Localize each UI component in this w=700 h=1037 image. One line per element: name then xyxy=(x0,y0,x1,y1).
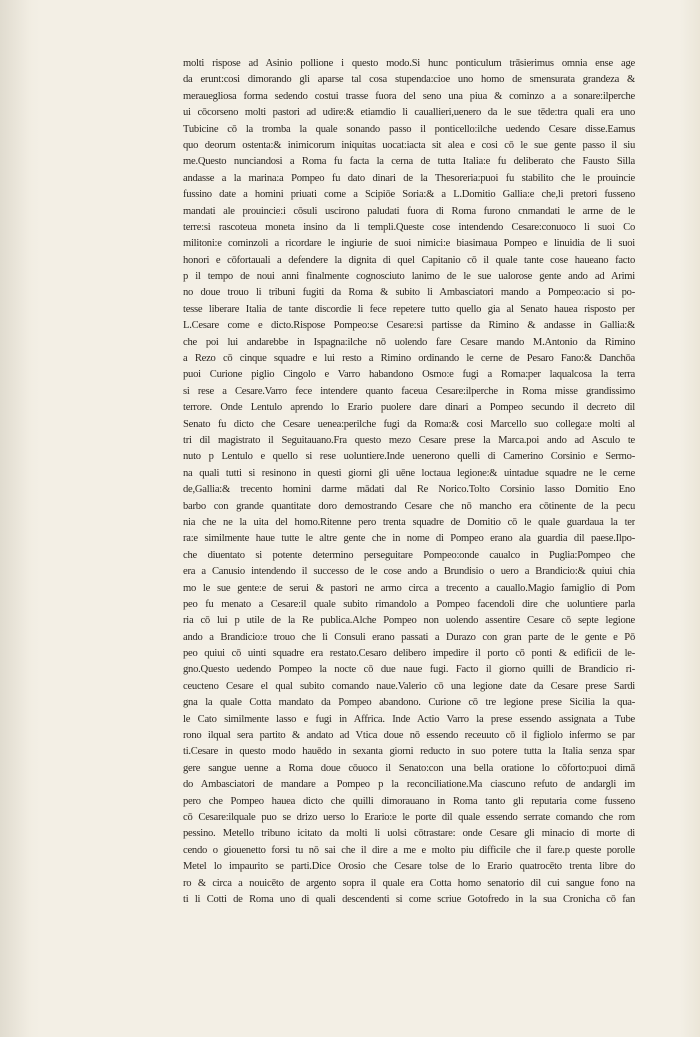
text-line: peo quiui cō uinti squadre era restato.Cesaro delibero impedire il porto cō ponti & edificii de le- xyxy=(183,648,635,660)
text-line: Senato fu dicto che Cesare uenea:perilche fugi da Roma:& cosi Marcello suo collega:e molti al xyxy=(183,418,635,430)
text-line: andasse a la marina:a Pompeo fu dato dinari de la Thesoreria:puoi fu stabilito che le prouincie xyxy=(183,172,635,184)
page-gutter-shadow xyxy=(0,0,30,1037)
text-line: pessino. Metello tribuno icitato da molti li uolsi cōtrastare: onde Cesare gli minacio di morte di xyxy=(183,828,635,840)
text-line: de,Gallia:& trecento homini darme mādati dal Re Norico.Tolto Corsinio lasso Domitio Eno xyxy=(183,484,635,496)
text-line: ando a Brandicio:e trouo che li Consuli erano passati a Durazo con gran parte de le gente e Pō xyxy=(183,631,635,643)
text-line: fussino date a homini priuati come a Scipiōe Soria:& a L.Domitio Gallia:e che,li pretori fusseno xyxy=(183,189,635,201)
text-line: ti li Cotti de Roma uno di quali descendenti si come scriue Gotofredo in la sua Cronicha cō fan xyxy=(183,893,635,905)
text-line: nuto p Lentulo e quello si rese uoluntiere.Inde uenerono quelli di Camerino Corsinio e Sermo- xyxy=(183,451,635,463)
text-line: honori e cōfortauali a defendere la dignita di quel Capitanio cō il quale tante cose haueano facto xyxy=(183,254,635,266)
text-line: era a Canusio intendendo il successo de le cose ando a Brundisio o uero a Brandicio:& quiui chia xyxy=(183,566,635,578)
text-line: L.Cesare come e dicto.Rispose Pompeo:se Cesare:si partisse da Rimino & andasse in Gallia:& xyxy=(183,320,635,332)
text-line: quo deorum ostenta:& inimicorum iniquitas uocat:iacta sit alea e cosi cō le sue gente passo il siu xyxy=(183,139,635,151)
text-line: ceucteno Cesare el qual subito comando naue.Valerio cō una legione date da Cesare prese Sardi xyxy=(183,680,635,692)
text-line: ti.Cesare in questo modo hauēdo in sexanta giorni reducto in suo potere tutta la Italia senza spar xyxy=(183,746,635,758)
text-line: Tubicine cō la tromba la quale sonando passo il ponticello:ilche uedendo Cesare disse.Eamus xyxy=(183,123,635,135)
text-line: cō Cesare:ilquale puo se drizo uerso lo Erario:e le porte dil quale essendo serrate comando che rom xyxy=(183,811,635,823)
text-line: gna la quale Cotta mandato da Pompeo abandono. Curione cō tre legione prese Sicilia la qua- xyxy=(183,697,635,709)
text-line: gere sangue uenne a Roma doue cōuoco il Senato:con una bella oratione lo cōforto:puoi dimā xyxy=(183,762,635,774)
text-line: na quali tutti si resinono in questi giorni gli uēne loctaua legione:& uintadue squadre ne le cerne xyxy=(183,467,635,479)
text-line: terrore. Onde Lentulo aprendo lo Erario puolere dare dinari a Pompeo secundo il decreto dil xyxy=(183,402,635,414)
text-line: gno.Questo uedendo Pompeo la nocte cō due naue fugi. Facto il giorno quilli de Brandicio ri- xyxy=(183,664,635,676)
text-line: ro & circa a nouicēto de argento sopra il quale era Cotta homo senatorio dil cui sangue fono na xyxy=(183,877,635,889)
text-line: ui cōcorseno molti pastori ad udire:& etiamdio li cauallieri,uenero da le sue tēde:tra quali era uno xyxy=(183,107,635,119)
text-line: nia che ne la uita del homo.Ritenne pero trenta squadre de Domitio cō le quale guardaua la ter xyxy=(183,516,635,528)
text-line: ria cō lui p utile de la Re publica.Alche Pompeo non uolendo assentire Cesare cō septe legione xyxy=(183,615,635,627)
text-line: cendo o giouenetto forsi tu nō sai che il dire a me e molto piu difficile che il fare.p queste porolle xyxy=(183,844,635,856)
text-line: p il tempo de noui anni finalmente cognosciuto lanimo de le sue ualorose gente ando ad Arimi xyxy=(183,271,635,283)
text-line: barbo con grande quantitate doro demostrando Cesare che nō mancho era cōtinente de la pecu xyxy=(183,500,635,512)
text-line: si rese a Cesare.Varro fece intendere quanto faceua Cesare:ilperche in Roma misse grandissimo xyxy=(183,385,635,397)
text-line: militoni:e cominzoli a ricordare le ingiurie de suoi nimici:e biasimaua Pompeo e linuidia de li suoi xyxy=(183,238,635,250)
text-line: terre:si rascoteua moneta insino da li templi.Queste cose intendendo Cesare:conuoco li suoi Co xyxy=(183,221,635,233)
text-line: peo fu menato a Cesare:il quale subito rimandolo a Pompeo facendoli dire che uoluntiere parla xyxy=(183,598,635,610)
text-line: pero che Pompeo hauea dicto che quilli dimorauano in Roma tanto gli reputaria come fusseno xyxy=(183,795,635,807)
text-line: che poi lui andarebbe in Ispagna:ilche nō uolendo fare Cesare mando M.Antonio da Rimino xyxy=(183,336,635,348)
text-column xyxy=(183,56,635,908)
text-line: da erunt:cosi dimorando gli aparse tal cosa stupenda:cioe uno homo de smensurata grandeza & xyxy=(183,74,635,86)
text-line: tri dil magistrato il Seguitauano.Fra questo mezo Cesare prese la Marca.poi ando ad Asculo te xyxy=(183,434,635,446)
text-line: puoi Curione piglio Cingolo e Varro habandono Osmo:e fugi a Roma:per laqualcosa la terra xyxy=(183,369,635,381)
text-line: me.Questo nunciandosi a Roma fu facta la cerna de tutta Italia:e fu deliberato che Fausto Silla xyxy=(183,156,635,168)
text-line: mo le sue gente:e de serui & pastori ne armo circa a trecento a cauallo.Magio famiglio di Pom xyxy=(183,582,635,594)
text-line: ra:e similmente haue tutte le altre gente che in nome di Pompeo erano ala guardia dil paese.Ilpo- xyxy=(183,533,635,545)
text-line: Metel lo impaurito se parti.Dice Orosio che Cesare tolse de lo Erario quatrocēto trenta libre do xyxy=(183,861,635,873)
text-line: a Rezo cō cinque squadre e lui resto a Rimino ordinando le cerne de Pesaro Fano:& Danchōa xyxy=(183,353,635,365)
text-line: mandati ale prouincie:i cōsuli uscirono paludati fuora di Roma furono cnmandati le arme de le xyxy=(183,205,635,217)
text-line: rono ilqual sera partito & andato ad Vtica doue nō essendo receuuto cō il figliolo infermo se par xyxy=(183,730,635,742)
text-line: molti rispose ad Asinio pollione i questo modo.Si hunc ponticulum trāsierimus omnia ense age xyxy=(183,58,635,69)
text-line: tesse liberare Italia de tante discordie li fece repetere tutto quello gia al Senato hauea risposto per xyxy=(183,303,635,315)
text-line: no doue trouo li tribuni fugiti da Roma & subito li Ambasciatori mando a Pompeo:acio si po- xyxy=(183,287,635,299)
text-line: do Ambasciatori de mandare a Pompeo p la reconciliatione.Ma ciascuno refuto de andargli im xyxy=(183,779,635,791)
text-line: che diuentato si potente determino perseguitare Pompeo:onde caualco in Puglia:Pompeo che xyxy=(183,549,635,561)
text-line: merauegliosa forma sedendo costui trasse fuora del seno una piua & cominzo a a sonare:ilperche xyxy=(183,90,635,102)
text-line: le Cato similmente lasso e fugi in Affrica. Inde Actio Varro la prese essendo assignata a Tube xyxy=(183,713,635,725)
